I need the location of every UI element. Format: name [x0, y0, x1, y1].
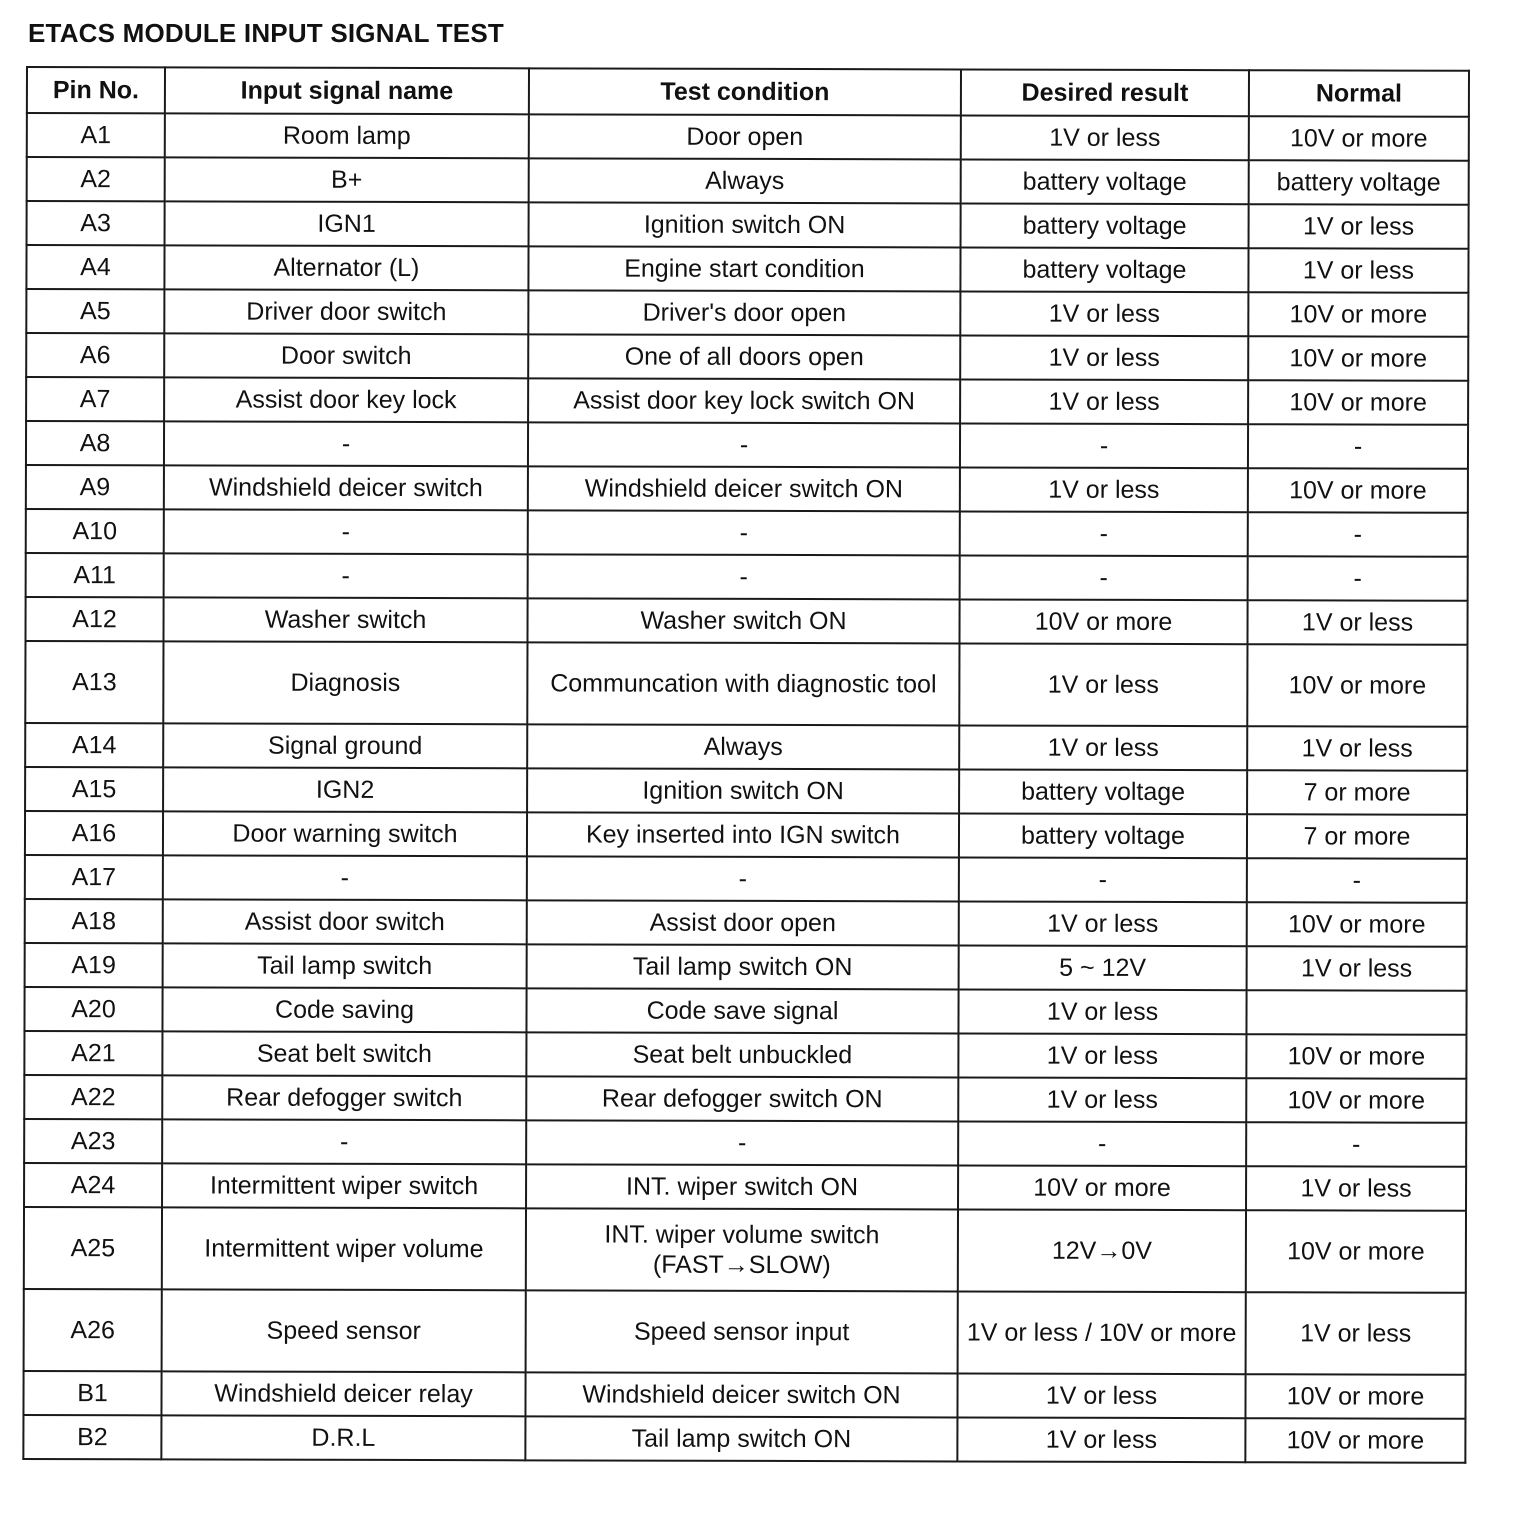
cell-normal: 1V or less [1247, 600, 1467, 645]
table-row [25, 899, 1467, 947]
table-row [25, 597, 1467, 645]
cell-normal: 10V or more [1247, 902, 1467, 947]
cell-test-condition: Ignition switch ON [527, 768, 959, 813]
cell-desired-result: - [960, 555, 1248, 600]
table-row [24, 1289, 1466, 1375]
cell-normal: 7 or more [1247, 814, 1467, 859]
cell-pin: A9 [26, 465, 164, 509]
table-row [23, 1415, 1465, 1463]
cell-test-condition: Tail lamp switch ON [525, 1416, 957, 1461]
cell-desired-result: 1V or less [957, 1373, 1245, 1418]
cell-test-condition: - [528, 554, 960, 599]
cell-signal-name: Seat belt switch [162, 1031, 526, 1076]
cell-pin: B1 [23, 1371, 161, 1415]
cell-signal-name: Speed sensor [162, 1289, 526, 1372]
cell-normal: 10V or more [1248, 336, 1468, 381]
cell-normal: 7 or more [1247, 770, 1467, 815]
cell-signal-name: Intermittent wiper volume [162, 1207, 526, 1290]
cell-pin: A12 [25, 597, 163, 641]
cell-desired-result: 1V or less [959, 643, 1247, 726]
cell-normal: 1V or less [1247, 946, 1467, 991]
cell-pin: A20 [24, 987, 162, 1031]
table-row [24, 987, 1466, 1035]
table-row [25, 641, 1467, 727]
cell-pin: A13 [25, 641, 163, 723]
table-row [25, 767, 1467, 815]
table-row [25, 811, 1467, 859]
cell-signal-name: Assist door key lock [164, 377, 528, 422]
cell-pin: A22 [24, 1075, 162, 1119]
cell-test-condition: Code save signal [526, 988, 958, 1033]
cell-desired-result: 10V or more [959, 599, 1247, 644]
cell-test-condition: One of all doors open [528, 334, 960, 379]
cell-test-condition: - [527, 856, 959, 901]
cell-desired-result: battery voltage [959, 813, 1247, 858]
table-row [25, 943, 1467, 991]
cell-normal [1246, 990, 1466, 1035]
cell-pin: A23 [24, 1119, 162, 1163]
cell-normal: 10V or more [1247, 644, 1467, 727]
cell-test-condition: - [528, 510, 960, 555]
cell-signal-name: Diagnosis [163, 641, 527, 724]
cell-test-condition: Communcation with diagnostic tool [527, 642, 959, 725]
cell-pin: A11 [26, 553, 164, 597]
cell-desired-result: - [959, 857, 1247, 902]
cell-pin: A3 [27, 201, 165, 245]
cell-desired-result: 1V or less [960, 291, 1248, 336]
header-row [27, 67, 1469, 117]
cell-test-condition: Seat belt unbuckled [526, 1032, 958, 1077]
cell-pin: A17 [25, 855, 163, 899]
cell-signal-name: IGN1 [165, 201, 529, 246]
cell-normal: 1V or less [1246, 1292, 1466, 1375]
cell-desired-result: - [960, 423, 1248, 468]
cell-signal-name: - [164, 553, 528, 598]
table-row [24, 1207, 1466, 1293]
cell-normal: 10V or more [1248, 292, 1468, 337]
cell-signal-name: Door warning switch [163, 811, 527, 856]
cell-pin: A8 [26, 421, 164, 465]
cell-normal: - [1248, 556, 1468, 601]
cell-signal-name: Code saving [162, 987, 526, 1032]
cell-pin: A10 [26, 509, 164, 553]
cell-desired-result: battery voltage [961, 203, 1249, 248]
table-row [26, 465, 1468, 513]
cell-normal: 1V or less [1248, 248, 1468, 293]
cell-desired-result: 1V or less [959, 901, 1247, 946]
page-title: ETACS MODULE INPUT SIGNAL TEST [28, 18, 504, 48]
cell-signal-name: Driver door switch [164, 289, 528, 334]
cell-signal-name: B+ [165, 157, 529, 202]
cell-test-condition: Tail lamp switch ON [527, 944, 959, 989]
cell-test-condition: Assist door open [527, 900, 959, 945]
cell-signal-name: Signal ground [163, 723, 527, 768]
cell-test-condition: Engine start condition [528, 246, 960, 291]
cell-normal: 10V or more [1246, 1078, 1466, 1123]
cell-signal-name: - [164, 509, 528, 554]
cell-test-condition: Windshield deicer switch ON [525, 1372, 957, 1417]
table-row [24, 1163, 1466, 1211]
cell-pin: A5 [26, 289, 164, 333]
cell-signal-name: IGN2 [163, 767, 527, 812]
cell-test-condition: Always [529, 158, 961, 203]
table-row [25, 855, 1467, 903]
table-row [26, 245, 1468, 293]
cell-normal: 1V or less [1247, 726, 1467, 771]
cell-desired-result: - [958, 1121, 1246, 1166]
table-row [26, 509, 1468, 557]
table-row [27, 201, 1469, 249]
header-pin-no: Pin No. [27, 67, 165, 113]
cell-signal-name: Door switch [164, 333, 528, 378]
cell-signal-name: Room lamp [165, 113, 529, 158]
cell-pin: A14 [25, 723, 163, 767]
cell-desired-result: 12V→0V [958, 1209, 1246, 1292]
cell-desired-result: 1V or less [958, 1077, 1246, 1122]
cell-desired-result: 1V or less [959, 725, 1247, 770]
cell-test-condition: Washer switch ON [527, 598, 959, 643]
cell-normal: battery voltage [1249, 160, 1469, 205]
cell-test-condition: Windshield deicer switch ON [528, 466, 960, 511]
cell-test-condition: Door open [529, 114, 961, 159]
cell-signal-name: - [164, 421, 528, 466]
cell-normal: 10V or more [1248, 380, 1468, 425]
cell-signal-name: Washer switch [163, 597, 527, 642]
cell-pin: A4 [26, 245, 164, 289]
cell-pin: A18 [25, 899, 163, 943]
cell-signal-name: Rear defogger switch [162, 1075, 526, 1120]
cell-normal: - [1248, 424, 1468, 469]
cell-normal: 1V or less [1246, 1166, 1466, 1211]
cell-test-condition: Ignition switch ON [529, 202, 961, 247]
cell-desired-result: 1V or less [960, 335, 1248, 380]
table-row [24, 1031, 1466, 1079]
cell-signal-name: - [162, 1119, 526, 1164]
table-row [26, 377, 1468, 425]
cell-normal: 10V or more [1245, 1374, 1465, 1419]
cell-pin: A2 [27, 157, 165, 201]
cell-test-condition: Driver's door open [528, 290, 960, 335]
cell-normal: 10V or more [1249, 116, 1469, 161]
cell-pin: A19 [25, 943, 163, 987]
table-row [24, 1075, 1466, 1123]
cell-test-condition: - [528, 422, 960, 467]
cell-normal: 10V or more [1246, 1034, 1466, 1079]
cell-pin: A6 [26, 333, 164, 377]
cell-desired-result: 1V or less [958, 1033, 1246, 1078]
cell-desired-result: 1V or less [960, 467, 1248, 512]
table-row [26, 553, 1468, 601]
cell-pin: A15 [25, 767, 163, 811]
table-row [26, 421, 1468, 469]
cell-signal-name: - [163, 855, 527, 900]
header-desired-result: Desired result [961, 69, 1249, 116]
cell-signal-name: Windshield deicer relay [161, 1371, 525, 1416]
cell-desired-result: 1V or less / 10V or more [958, 1291, 1246, 1374]
cell-normal: - [1247, 858, 1467, 903]
cell-signal-name: Windshield deicer switch [164, 465, 528, 510]
header-input-signal-name: Input signal name [165, 67, 529, 114]
cell-pin: A24 [24, 1163, 162, 1207]
cell-test-condition: INT. wiper volume switch (FAST→SLOW) [526, 1208, 958, 1291]
cell-desired-result: 1V or less [957, 1417, 1245, 1462]
cell-test-condition: Key inserted into IGN switch [527, 812, 959, 857]
cell-normal: 10V or more [1246, 1210, 1466, 1293]
table-row [27, 113, 1469, 161]
cell-pin: A16 [25, 811, 163, 855]
table-row [26, 333, 1468, 381]
cell-test-condition: - [526, 1120, 958, 1165]
cell-signal-name: Tail lamp switch [163, 943, 527, 988]
cell-desired-result: 10V or more [958, 1165, 1246, 1210]
cell-pin: A1 [27, 113, 165, 157]
cell-test-condition: Assist door key lock switch ON [528, 378, 960, 423]
cell-pin: A26 [24, 1289, 162, 1371]
table-row [24, 1119, 1466, 1167]
table-row [23, 1371, 1465, 1419]
cell-desired-result: 1V or less [961, 115, 1249, 160]
table-row [26, 289, 1468, 337]
cell-normal: - [1248, 512, 1468, 557]
cell-desired-result: battery voltage [961, 159, 1249, 204]
cell-normal: 1V or less [1249, 204, 1469, 249]
cell-normal: - [1246, 1122, 1466, 1167]
cell-pin: A21 [24, 1031, 162, 1075]
cell-desired-result: - [960, 511, 1248, 556]
cell-signal-name: Assist door switch [163, 899, 527, 944]
cell-signal-name: Intermittent wiper switch [162, 1163, 526, 1208]
header-normal: Normal [1249, 70, 1469, 117]
cell-signal-name: Alternator (L) [164, 245, 528, 290]
cell-desired-result: 1V or less [958, 989, 1246, 1034]
cell-desired-result: 5 ~ 12V [959, 945, 1247, 990]
signal-test-table [22, 66, 1470, 1464]
cell-test-condition: Always [527, 724, 959, 769]
cell-pin: A25 [24, 1207, 162, 1289]
cell-signal-name: D.R.L [161, 1415, 525, 1460]
table-row [25, 723, 1467, 771]
cell-desired-result: 1V or less [960, 379, 1248, 424]
cell-desired-result: battery voltage [959, 769, 1247, 814]
cell-test-condition: INT. wiper switch ON [526, 1164, 958, 1209]
cell-normal: 10V or more [1248, 468, 1468, 513]
cell-test-condition: Speed sensor input [526, 1290, 958, 1373]
cell-pin: B2 [23, 1415, 161, 1459]
table-row [27, 157, 1469, 205]
cell-normal: 10V or more [1245, 1418, 1465, 1463]
cell-test-condition: Rear defogger switch ON [526, 1076, 958, 1121]
cell-desired-result: battery voltage [960, 247, 1248, 292]
header-test-condition: Test condition [529, 68, 961, 115]
cell-pin: A7 [26, 377, 164, 421]
